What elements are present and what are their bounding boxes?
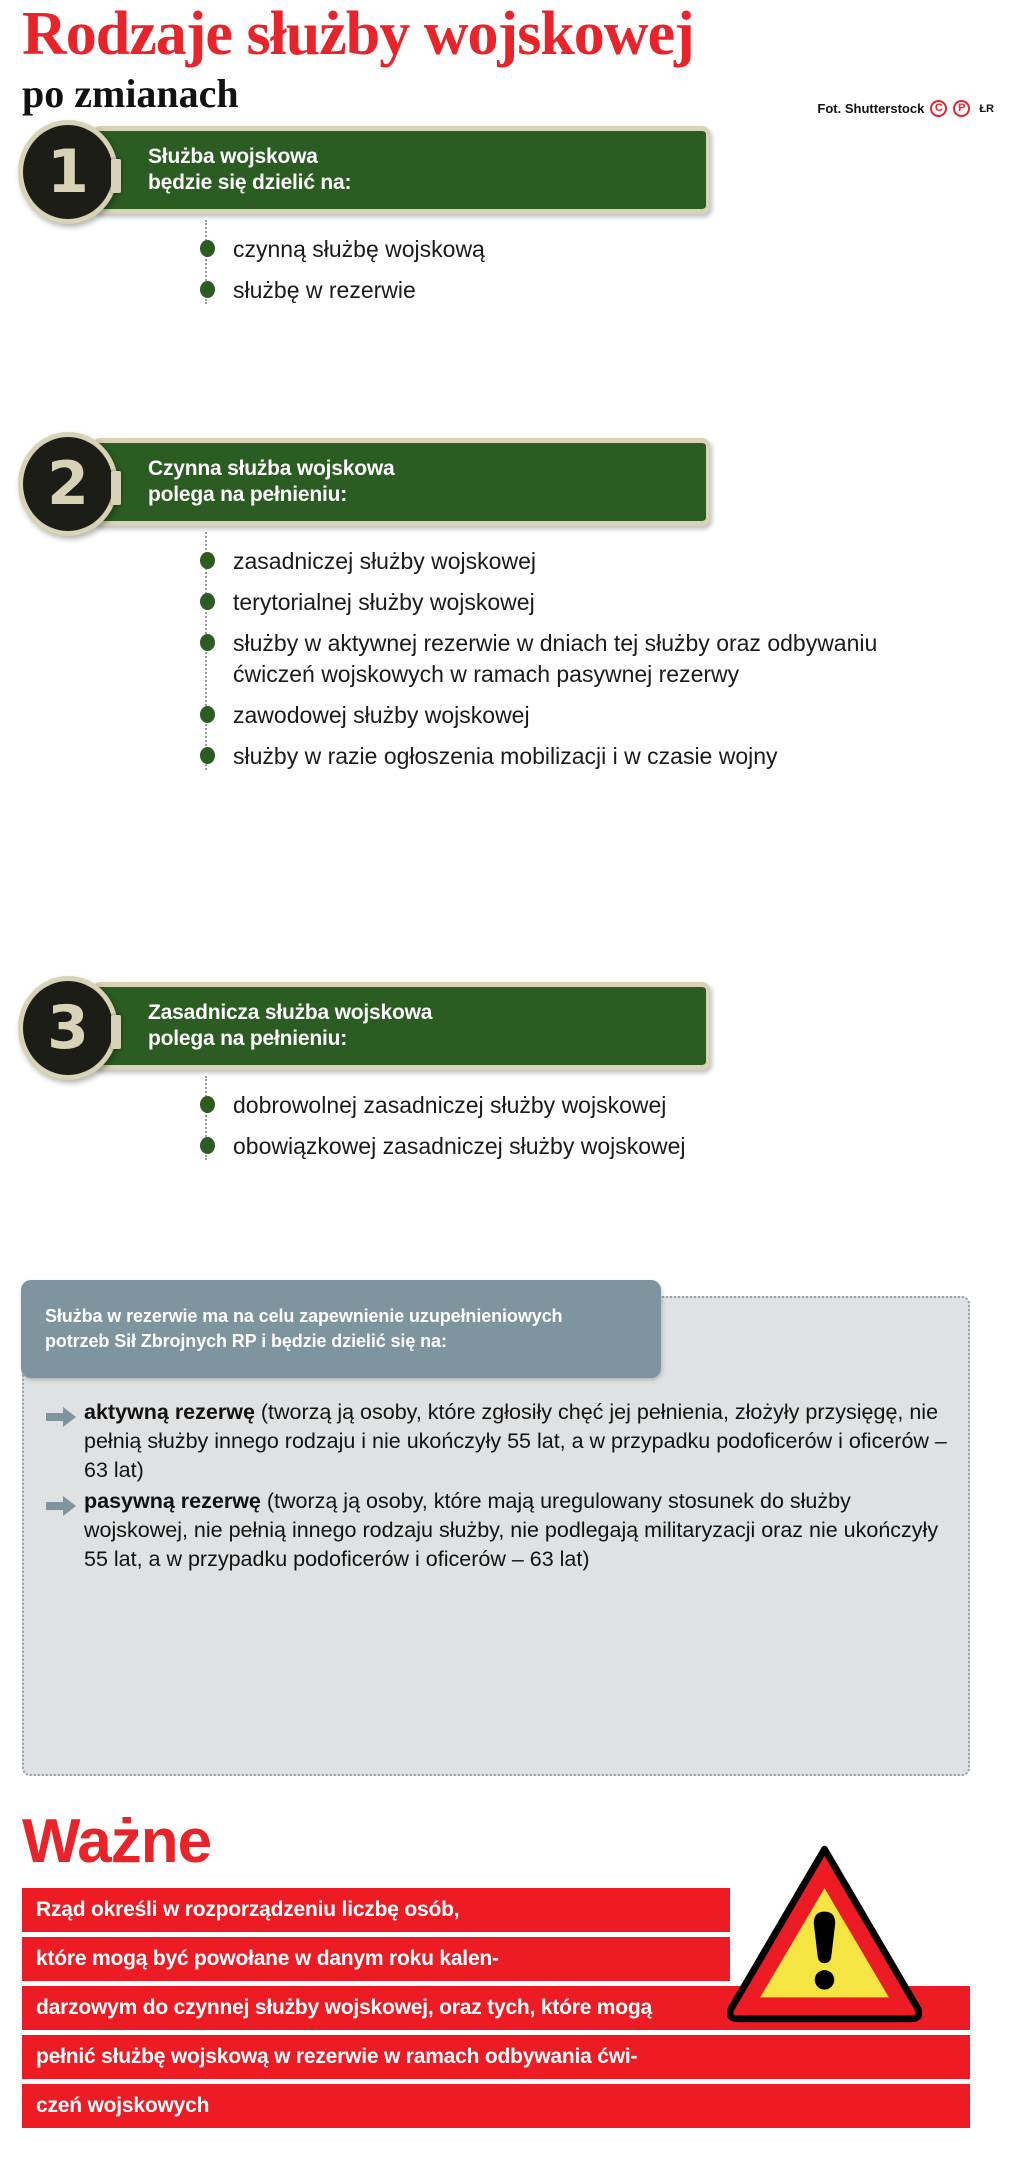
- list-item: [0, 275, 1012, 306]
- step-section-2: [0, 432, 1012, 786]
- reserve-item-rest: (tworzą ją osoby, które mają uregulowany stosunek do służby wojskowej, nie pełnią innego rodzaju służby, nie podlegają militaryzacji oraz nie ukończyły 55 lat, a w przypadku podoficerów i oficerów – 63 lat): [84, 1489, 939, 1571]
- reserve-header-line2: potrzeb Sił Zbrojnych RP i będzie dzielić się na:: [45, 1331, 447, 1351]
- reserve-item-text: [84, 1487, 950, 1574]
- important-line-5: [22, 2084, 970, 2128]
- banner-heading-line1: Służba wojskowa: [148, 145, 318, 168]
- list-item-label: służby w aktywnej rezerwie w dniach tej służby oraz odbywaniu ćwiczeń wojskowych w ramach pasywnej rezerwy: [233, 630, 878, 687]
- clip-icon: [111, 1015, 121, 1049]
- bullet-list-2: [0, 532, 1012, 786]
- step-number-2: 2: [47, 449, 89, 519]
- title-main: Rodzaje służby wojskowej: [22, 0, 694, 68]
- important-line-2: [22, 1937, 730, 1981]
- step-number-3: 3: [47, 993, 89, 1063]
- arrow-right-icon: [46, 1496, 76, 1521]
- list-item-label: terytorialnej służby wojskowej: [233, 589, 535, 615]
- photo-credit: [817, 100, 994, 117]
- list-item: [0, 1090, 1012, 1121]
- bullet-list-1: [0, 220, 1012, 320]
- list-item-label: zawodowej służby wojskowej: [233, 702, 530, 728]
- list-item: [0, 700, 1012, 731]
- bullet-dot-icon: [200, 552, 215, 569]
- reserve-panel-body: [46, 1398, 950, 1576]
- step-section-3: [0, 976, 1012, 1176]
- important-line-1: [22, 1888, 730, 1932]
- reserve-item-rest: (tworzą ją osoby, które zgłosiły chęć jej pełnienia, złożyły przysięgę, nie pełnią służby innego rodzaju i nie ukończyły 55 lat, a w przypadku podoficerów i oficerów – 63 lat): [84, 1400, 947, 1482]
- important-title: Ważne: [22, 1807, 212, 1876]
- bullet-dot-icon: [200, 706, 215, 723]
- list-item-label: służby w razie ogłoszenia mobilizacji i w czasie wojny: [233, 743, 778, 769]
- bullet-dot-icon: [200, 281, 215, 298]
- important-line-3-text: darzowym do czynnej służby wojskowej, oraz tych, które mogą: [36, 1996, 653, 2019]
- reserve-item-text: [84, 1398, 950, 1485]
- step-badge-1: [18, 120, 118, 224]
- step-number-1: 1: [47, 137, 89, 207]
- copyright-icon: C: [930, 100, 947, 117]
- list-item: [0, 628, 1012, 690]
- important-line-5-text: czeń wojskowych: [36, 2094, 210, 2117]
- reserve-item-lead: pasywną rezerwę: [84, 1489, 261, 1513]
- step-section-1: [0, 120, 1012, 320]
- phonogram-icon: P: [953, 100, 970, 117]
- important-line-4: [22, 2035, 970, 2079]
- step-banner-3: [0, 976, 1012, 1076]
- credit-source: Fot. Shutterstock: [817, 101, 925, 116]
- banner-heading-line2: polega na pełnieniu:: [148, 483, 348, 506]
- banner-box-3: [92, 982, 710, 1070]
- title-subtitle: po zmianach: [22, 71, 239, 116]
- important-line-1-text: Rząd określi w rozporządzeniu liczbę osób,: [36, 1898, 460, 1921]
- banner-heading-line2: będzie się dzielić na:: [148, 171, 352, 194]
- banner-box-1: [92, 126, 710, 214]
- bullet-list-3: [0, 1076, 1012, 1176]
- bullet-dot-icon: [200, 1137, 215, 1154]
- list-item-label: czynną służbę wojskową: [233, 236, 485, 262]
- banner-heading-line1: Czynna służba wojskowa: [148, 457, 395, 480]
- warning-triangle-icon: [727, 1845, 922, 2023]
- list-item: [0, 546, 1012, 577]
- bullet-dot-icon: [200, 747, 215, 764]
- reserve-item: [46, 1487, 950, 1574]
- banner-box-2: [92, 438, 710, 526]
- list-item-label: służbę w rezerwie: [233, 277, 416, 303]
- credit-initials: ŁR: [979, 102, 994, 115]
- bullet-dot-icon: [200, 240, 215, 257]
- list-item-label: zasadniczej służby wojskowej: [233, 548, 536, 574]
- banner-heading-line1: Zasadnicza służba wojskowa: [148, 1001, 433, 1024]
- bullet-dot-icon: [200, 593, 215, 610]
- clip-icon: [111, 471, 121, 505]
- list-item: [0, 234, 1012, 265]
- reserve-panel-header: [21, 1280, 661, 1378]
- step-badge-3: [18, 976, 118, 1080]
- step-badge-2: [18, 432, 118, 536]
- banner-heading-line2: polega na pełnieniu:: [148, 1027, 348, 1050]
- reserve-service-panel: [22, 1296, 970, 1776]
- list-item: [0, 741, 1012, 772]
- reserve-item: [46, 1398, 950, 1485]
- list-item: [0, 1131, 1012, 1162]
- important-line-2-text: które mogą być powołane w danym roku kalen-: [36, 1947, 499, 1970]
- step-banner-2: [0, 432, 1012, 532]
- clip-icon: [111, 159, 121, 193]
- bullet-dot-icon: [200, 634, 215, 651]
- list-item: [0, 587, 1012, 618]
- list-item-label: obowiązkowej zasadniczej służby wojskowej: [233, 1133, 686, 1159]
- reserve-header-line1: Służba w rezerwie ma na celu zapewnienie uzupełnieniowych: [45, 1306, 563, 1326]
- reserve-item-lead: aktywną rezerwę: [84, 1400, 255, 1424]
- arrow-right-icon: [46, 1407, 76, 1432]
- important-line-4-text: pełnić służbę wojskową w rezerwie w ramach odbywania ćwi-: [36, 2045, 638, 2068]
- step-banner-1: [0, 120, 1012, 220]
- bullet-dot-icon: [200, 1096, 215, 1113]
- list-item-label: dobrowolnej zasadniczej służby wojskowej: [233, 1092, 667, 1118]
